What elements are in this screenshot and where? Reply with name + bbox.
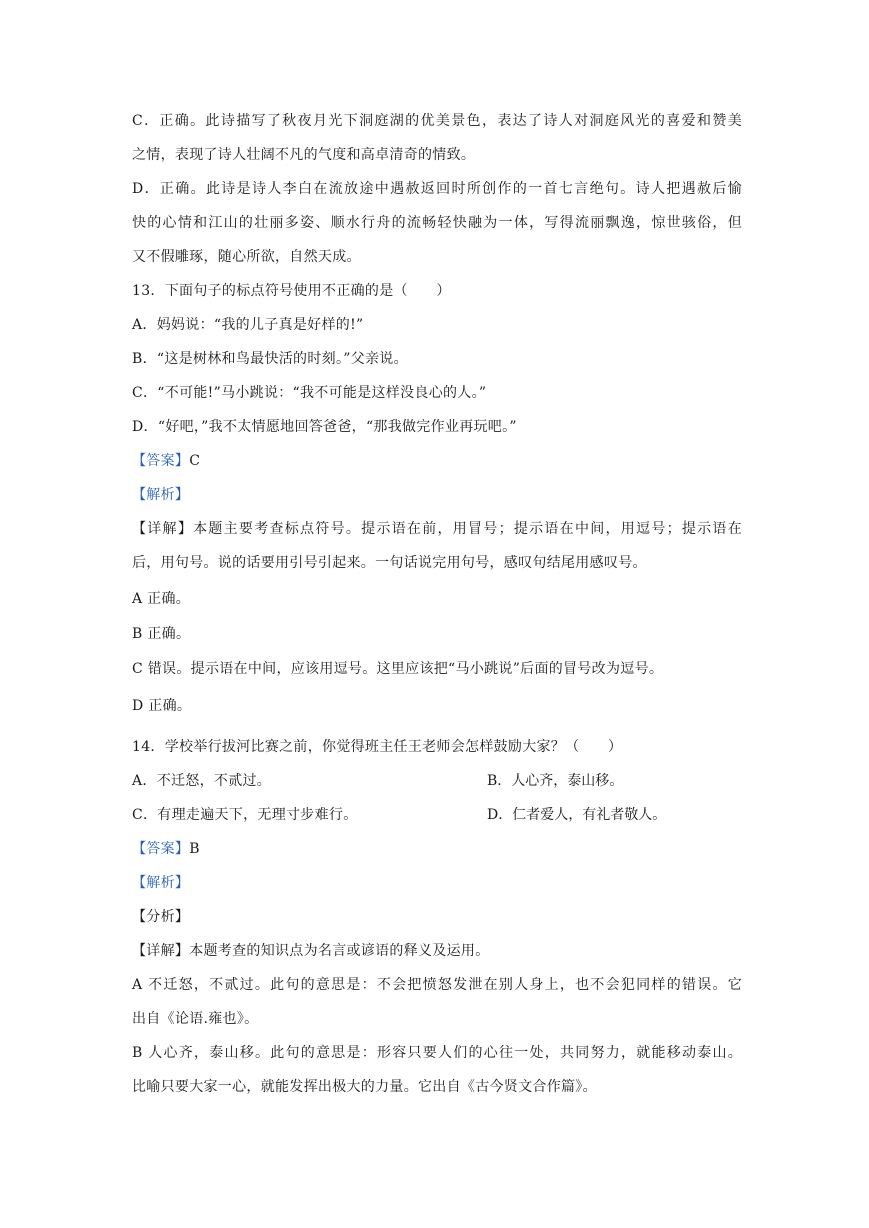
- q12-option-d-explanation-line-1: D．正确。此诗是诗人李白在流放途中遇赦返回时所创作的一首七言绝句。诗人把遇赦后愉: [132, 181, 742, 197]
- question-14-option-d: D．仁者爱人，有礼者敬人。: [487, 807, 667, 823]
- question-13-note-c: C 错误。提示语在中间，应该用逗号。这里应该把“马小跳说”后面的冒号改为逗号。: [132, 661, 664, 677]
- question-14-explanation-a-line-2: 出自《论语.雍也》。: [132, 1011, 259, 1027]
- analysis-tag: 【解析】: [132, 875, 190, 891]
- question-13-detail-line-2: 后，用句号。说的话要用引号引起来。一句话说完用句号，感叹句结尾用感叹号。: [132, 555, 647, 571]
- q12-option-d-explanation-line-2: 快的心情和江山的壮丽多姿、顺水行舟的流畅轻快融为一体，写得流丽飘逸，惊世骇俗，但: [132, 215, 742, 231]
- answer-value: C: [189, 453, 201, 469]
- q12-option-c-explanation-line-1: C．正确。此诗描写了秋夜月光下洞庭湖的优美景色，表达了诗人对洞庭风光的喜爱和赞美: [132, 113, 742, 129]
- question-14-option-a: A．不迁怒，不贰过。: [132, 773, 272, 789]
- answer-tag: 【答案】: [132, 841, 190, 857]
- answer-tag: 【答案】: [132, 453, 190, 469]
- question-14-analysis-heading: [132, 873, 742, 893]
- question-13-analysis-heading: [132, 485, 742, 505]
- question-13-option-c: C．“不可能!”马小跳说：“我不可能是这样没良心的人。”: [132, 385, 487, 401]
- q12-option-d-explanation-line-3: 又不假雕琢，随心所欲，自然天成。: [132, 249, 361, 265]
- question-14-answer: [132, 839, 742, 859]
- question-14-explanation-b-line-2: 比喻只要大家一心，就能发挥出极大的力量。它出自《古今贤文合作篇》。: [132, 1079, 597, 1095]
- question-14-option-b: B．人心齐，泰山移。: [487, 773, 624, 789]
- question-13-answer: [132, 451, 742, 471]
- question-14-detail: 【详解】本题考查的知识点为名言或谚语的释义及运用。: [132, 943, 490, 959]
- question-13-note-a: A 正确。: [132, 591, 191, 607]
- question-13-option-b: B．“这是树林和鸟最快活的时刻。”父亲说。: [132, 351, 408, 367]
- question-14-explanation-b-line-1: B 人心齐，泰山移。此句的意思是：形容只要人们的心往一处，共同努力，就能移动泰山。: [132, 1045, 742, 1061]
- q12-option-c-explanation-line-2: 之情，表现了诗人壮阔不凡的气度和高卓清奇的情致。: [132, 147, 476, 163]
- question-14-explanation-a-line-1: A 不迁怒，不贰过。此句的意思是：不会把愤怒发泄在别人身上，也不会犯同样的错误。它: [132, 977, 742, 993]
- question-13-stem: 13．下面句子的标点符号使用不正确的是（ ）: [132, 283, 451, 299]
- question-13-option-d: D．“好吧，”我不太情愿地回答爸爸，“那我做完作业再玩吧。”: [132, 419, 517, 435]
- answer-value: B: [189, 841, 200, 857]
- question-13-note-b: B 正确。: [132, 626, 191, 642]
- question-13-detail-line-1: 【详解】本题主要考查标点符号。提示语在前，用冒号；提示语在中间，用逗号；提示语在: [132, 521, 742, 537]
- question-14-stem: 14．学校举行拔河比赛之前，你觉得班主任王老师会怎样鼓励大家？（ ）: [132, 739, 623, 755]
- question-13-option-a: A．妈妈说：“我的儿子真是好样的!”: [132, 317, 364, 333]
- question-14-option-c: C．有理走遍天下，无理寸步难行。: [132, 807, 358, 823]
- analysis-tag: 【解析】: [132, 487, 190, 503]
- question-14-fenxi-heading: 【分析】: [132, 909, 190, 925]
- question-13-note-d: D 正确。: [132, 698, 192, 714]
